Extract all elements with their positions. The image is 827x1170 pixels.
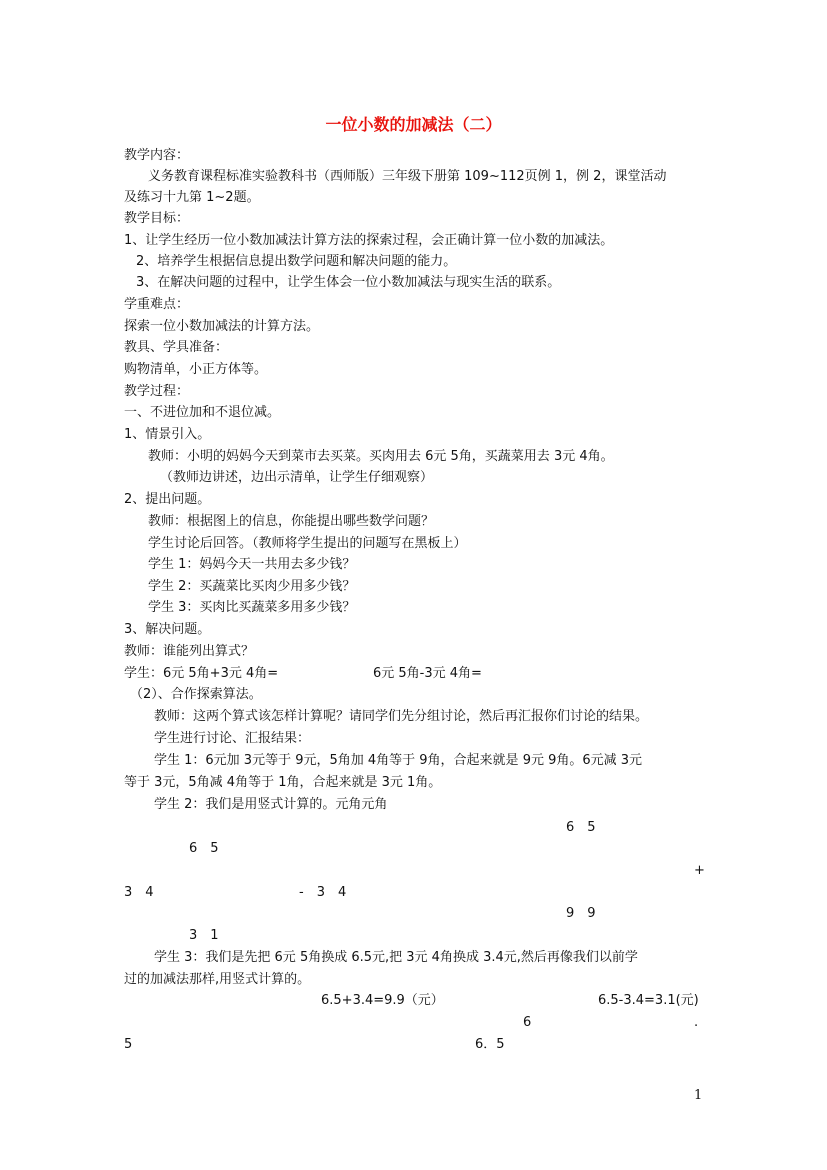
text-line: 学生 3：我们是先把 6元 5角换成 6.5元,把 3元 4角换成 3.4元,然后再像我们以前学 [154, 950, 638, 965]
text-line: 1、让学生经历一位小数加减法计算方法的探索过程，会正确计算一位小数的加减法。 [124, 233, 614, 248]
text-line: . [694, 1015, 699, 1030]
text-line: 2、培养学生根据信息提出数学问题和解决问题的能力。 [136, 254, 457, 269]
text-line: 6.5+3.4=9.9（元） [321, 993, 444, 1008]
text-line: 6.5-3.4=3.1(元) [598, 993, 699, 1008]
text-line: 教学内容： [124, 148, 190, 163]
text-line: 6 5 [189, 841, 219, 856]
text-line: 学生 2：我们是用竖式计算的。元角元角 [154, 797, 388, 812]
text-line: 学重难点： [124, 297, 190, 312]
text-line: 3、解决问题。 [124, 622, 211, 637]
text-line: 学生讨论后回答。（教师将学生提出的问题写在黑板上） [148, 536, 467, 551]
text-line: 3 4 [124, 885, 154, 900]
text-line: 学生 1：6元加 3元等于 9元，5角加 4角等于 9角，合起来就是 9元 9角。6元减 3元 [154, 753, 643, 768]
page-number: 1 [694, 1088, 703, 1103]
text-line: （教师边讲述，边出示清单，让学生仔细观察） [160, 470, 434, 485]
text-line: 6元 5角-3元 4角= [373, 666, 482, 681]
text-line: 教师：小明的妈妈今天到菜市去买菜。买肉用去 6元 5角，买蔬菜用去 3元 4角。 [148, 449, 614, 464]
text-line: 9 9 [566, 906, 596, 921]
text-line: （2）、合作探索算法。 [130, 687, 262, 702]
text-line: 过的加减法那样,用竖式计算的。 [124, 972, 311, 987]
text-line: 教学目标： [124, 211, 190, 226]
document-title: 一位小数的加减法（二） [325, 115, 502, 134]
text-line: 教师：根据图上的信息，你能提出哪些数学问题？ [148, 514, 435, 529]
text-line: 3、在解决问题的过程中，让学生体会一位小数加减法与现实生活的联系。 [136, 275, 561, 290]
text-line: 购物清单，小正方体等。 [124, 362, 268, 377]
text-line: 学生 3：买肉比买蔬菜多用多少钱？ [148, 600, 356, 615]
text-line: 学生 2：买蔬菜比买肉少用多少钱？ [148, 579, 356, 594]
text-line: 6 5 [566, 820, 596, 835]
text-line: 义务教育课程标准实验教科书（西师版）三年级下册第 109~112页例 1，例 2，课堂活动 [148, 169, 667, 184]
text-line: - 3 4 [299, 885, 347, 900]
text-line: 教师：谁能列出算式？ [124, 644, 255, 659]
text-line: 一、不进位加和不退位减。 [124, 405, 281, 420]
text-line: + [694, 863, 705, 878]
text-line: 教师：这两个算式该怎样计算呢？请同学们先分组讨论，然后再汇报你们讨论的结果。 [154, 709, 649, 724]
text-line: 教学过程： [124, 384, 190, 399]
text-line: 5 [124, 1037, 133, 1052]
text-line: 教具、学具准备： [124, 340, 229, 355]
text-line: 2、提出问题。 [124, 492, 211, 507]
text-line: 1、情景引入。 [124, 427, 211, 442]
text-line: 学生 1：妈妈今天一共用去多少钱？ [148, 557, 356, 572]
text-line: 6．5 [475, 1037, 505, 1052]
text-line: 等于 3元，5角减 4角等于 1角，合起来就是 3元 1角。 [124, 775, 442, 790]
text-line: 学生：6元 5角+3元 4角= [124, 666, 279, 681]
text-line: 探索一位小数加减法的计算方法。 [124, 319, 320, 334]
text-line: 3 1 [189, 928, 219, 943]
text-line: 学生进行讨论、汇报结果： [154, 731, 311, 746]
text-line: 6 [523, 1015, 532, 1030]
text-line: 及练习十九第 1~2题。 [124, 190, 260, 205]
